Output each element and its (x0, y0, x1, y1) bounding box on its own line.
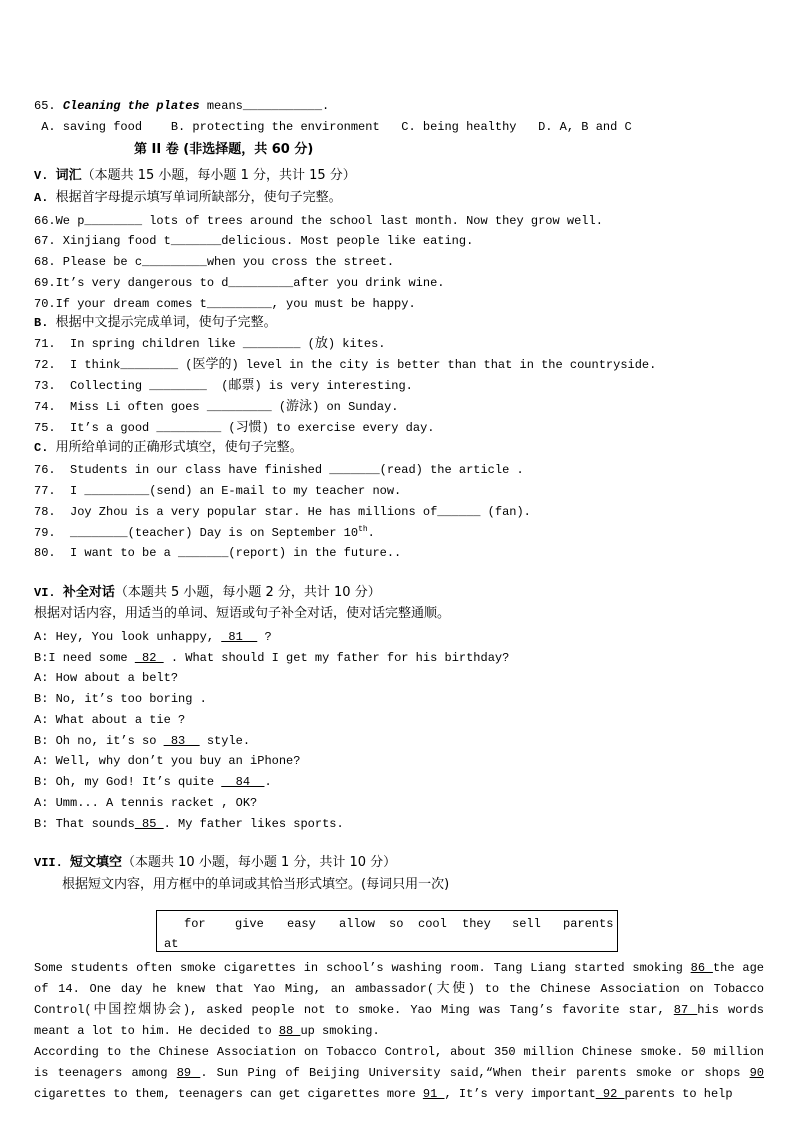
question-73: 73. Collecting ________ (邮票) is very interesting. (34, 378, 413, 393)
question-67: 67. Xinjiang food t_______delicious. Most people like eating. (34, 234, 474, 248)
dialogue-line: A: Umm... A tennis racket , OK? (34, 796, 258, 810)
q65-phrase: Cleaning the plates (62, 99, 200, 113)
question-70: 70.If your dream comes t_________, you must be happy. (34, 297, 416, 311)
box-word: for (184, 917, 206, 931)
q65-options: A. saving food B. protecting the environment C. being healthy D. A, B and C (34, 120, 632, 134)
dialogue-line: B: Oh no, it’s so 83 style. (34, 734, 251, 748)
box-word: so (389, 917, 404, 931)
part2-title: 第 II 卷 (非选择题，共 60 分) (134, 142, 314, 157)
section-5c-instruction: C. 用所给单词的正确形式填空，使句子完整。 (34, 440, 303, 455)
section-6-instruction: 根据对话内容，用适当的单词、短语或句子补全对话，使对话完整通顺。 (34, 606, 451, 621)
question-69: 69.It’s very dangerous to d_________after you drink wine. (34, 276, 445, 290)
dialogue-line: B:I need some 82 . What should I get my father for his birthday? (34, 651, 510, 665)
section-6-heading: VI. 补全对话（本题共 5 小题，每小题 2 分，共计 10 分） (34, 585, 381, 600)
question-75: 75. It’s a good _________ (习惯) to exercise every day. (34, 420, 435, 435)
dialogue-line: A: Well, why don’t you buy an iPhone? (34, 754, 301, 768)
box-word: parents (563, 917, 614, 931)
word-box (156, 910, 618, 952)
section-5-heading: V. 词汇（本题共 15 小题，每小题 1 分，共计 15 分） (34, 168, 356, 183)
question-71: 71. In spring children like ________ (放) kites. (34, 336, 386, 351)
question-77: 77. I _________(send) an E-mail to my teacher now. (34, 484, 402, 498)
passage-paragraph-1: Some students often smoke cigarettes in school’s washing room. Tang Liang started smoking 86 the age of 14. One day he knew that Yao Ming, an ambassador(大使) to the Chinese Association on Tobacco Control(中国控烟协会), asked people not to smoke. Yao Ming was Tang’s favorite star, 87 his words meant a lot to him. He decided to 88 up smoking. (34, 961, 765, 1038)
dialogue-line: A: What about a tie ? (34, 713, 186, 727)
box-word: they (462, 917, 491, 931)
box-word: at (164, 937, 179, 951)
question-72: 72. I think________ (医学的) level in the city is better than that in the countryside. (34, 357, 657, 372)
dialogue-line: A: How about a belt? (34, 671, 179, 685)
question-68: 68. Please be c_________when you cross the street. (34, 255, 395, 269)
dialogue-line: B: No, it’s too boring . (34, 692, 207, 706)
question-74: 74. Miss Li often goes _________ (游泳) on Sunday. (34, 399, 399, 414)
box-word: sell (512, 917, 541, 931)
box-word: cool (418, 917, 447, 931)
question-78: 78. Joy Zhou is a very popular star. He has millions of______ (fan). (34, 505, 531, 519)
question-66: 66.We p________ lots of trees around the school last month. Now they grow well. (34, 214, 603, 228)
question-65: 65. Cleaning the plates means___________. (34, 99, 330, 113)
box-word: allow (339, 917, 376, 931)
question-76: 76. Students in our class have finished _______(read) the article . (34, 463, 524, 477)
box-word: give (235, 917, 264, 931)
question-79: 79. ________(teacher) Day is on September 10th. (34, 525, 375, 540)
dialogue-line: B: Oh, my God! It’s quite 84 . (34, 775, 272, 789)
section-5b-instruction: B. 根据中文提示完成单词，使句子完整。 (34, 315, 277, 330)
box-word: easy (287, 917, 316, 931)
question-80: 80. I want to be a _______(report) in the future.. (34, 546, 402, 560)
dialogue-line: A: Hey, You look unhappy, 81 ? (34, 630, 272, 644)
section-5a-instruction: A. 根据首字母提示填写单词所缺部分，使句子完整。 (34, 190, 342, 205)
section-7-heading: VII. 短文填空（本题共 10 小题，每小题 1 分，共计 10 分） (34, 855, 397, 870)
passage-paragraph-2: According to the Chinese Association on Tobacco Control, about 350 million Chinese smoke. 50 million is teenagers among 89 . Sun Ping of Beijing University said,“When their parents smoke or shops 90 cigarettes to them, teenagers can get cigarettes more 91 , It’s very important 92 parents to help (34, 1045, 765, 1101)
dialogue-line: B: That sounds 85 . My father likes sports. (34, 817, 344, 831)
section-7-instruction: 根据短文内容，用方框中的单词或其恰当形式填空。(每词只用一次) (62, 877, 450, 892)
